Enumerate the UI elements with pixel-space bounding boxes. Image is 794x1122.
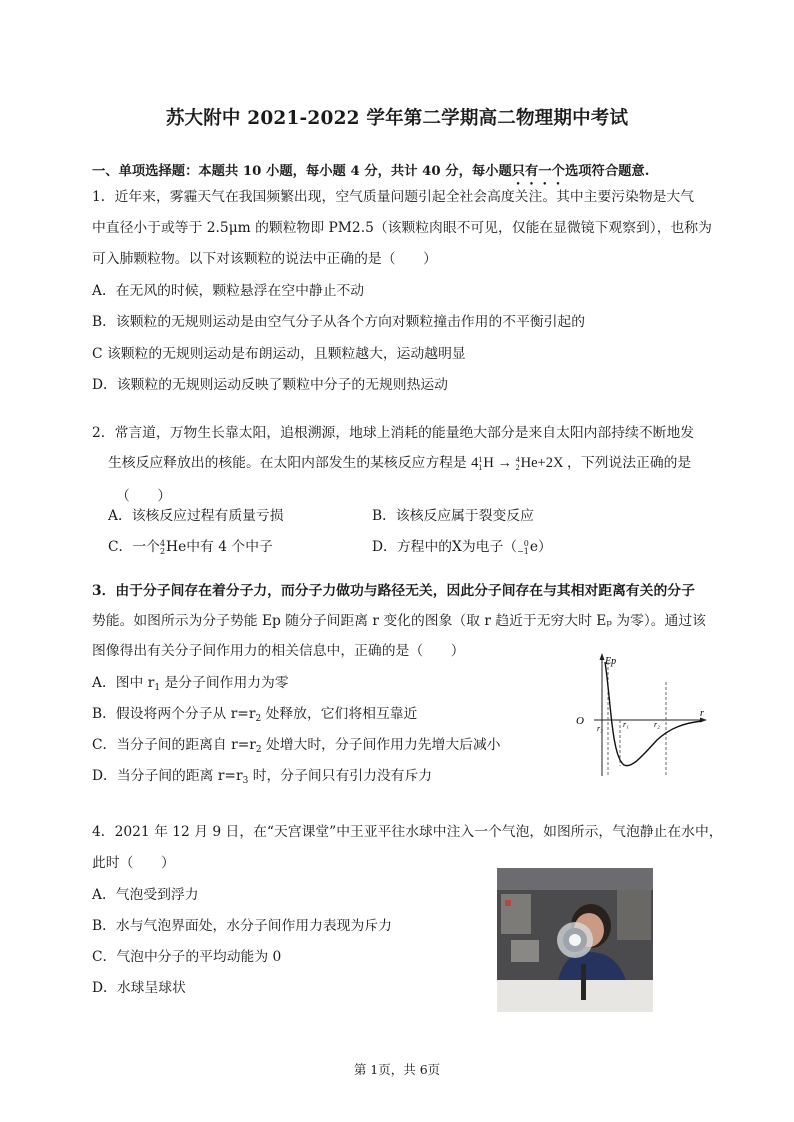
q4-option-d: D．水球呈球状 <box>92 980 186 996</box>
q4-stem-line-1: 4．2021 年 12 月 9 日，在“天宫课堂”中王亚平往水球中注入一个气泡，如图所示，气泡静止在水中， <box>92 824 723 840</box>
q4-option-b: B．水与气泡界面处，水分子间作用力表现为斥力 <box>92 918 392 934</box>
q4-option-a: A．气泡受到浮力 <box>92 887 199 903</box>
q3-option-d <box>92 767 432 790</box>
exam-title: 苏大附中 2021-2022 学年第二学期高二物理期中考试 <box>165 108 629 129</box>
q2-option-d-symbol: e <box>529 539 539 555</box>
section-heading-prefix: 一、单项选择题：本题共 10 小题，每小题 4 分，共计 40 分，每小题 <box>92 164 512 179</box>
q3-option-b-prefix: B．假设将两个分子从 r=r <box>92 706 256 722</box>
q3-option-c-suffix: 处增大时，分子间作用力先增大后减小 <box>261 737 501 753</box>
helium-mass-number: 4 <box>515 454 520 464</box>
q2-stem-line-2-suffix: ，下列说法正确的是 <box>567 455 692 471</box>
q3-option-c-subscript: 2 <box>255 745 262 755</box>
q3-option-a-prefix: A．图中 r <box>92 675 155 691</box>
photo-side-equipment <box>511 940 539 962</box>
hydrogen-mass-number: 1 <box>478 454 483 464</box>
section-heading-emphasis: 只有一个 <box>511 164 565 179</box>
q2-option-b: B．该核反应属于裂变反应 <box>372 508 534 524</box>
photo-pen <box>581 964 586 1000</box>
photo-foreground-panel <box>497 980 653 1012</box>
q2-stem-line-3: （ ） <box>116 488 172 504</box>
helium-symbol: He <box>520 455 538 471</box>
q3-option-a-suffix: 是分子间作用力为零 <box>160 675 289 691</box>
q1-stem-line-3: 可入肺颗粒物。以下对该颗粒的说法中正确的是（ ） <box>92 251 437 267</box>
origin-label: O <box>576 715 584 727</box>
q3-stem-line-3: 图像得出有关分子间作用力的相关信息中，正确的是（ ） <box>92 643 465 659</box>
q2-option-d-nuclide-numbers <box>517 540 529 556</box>
q3-option-c-prefix: C．当分子间的距离自 r=r <box>92 737 256 753</box>
q2-option-c-atomic-number: 2 <box>159 546 166 556</box>
q2-stem-line-2-text: 生核反应释放出的核能。在太阳内部发生的某核反应方程是 <box>108 455 467 471</box>
q1-option-d: D．该颗粒的无规则运动反映了颗粒中分子的无规则热运动 <box>92 377 448 393</box>
q2-option-c-symbol: He <box>166 539 187 555</box>
q1-option-a: A．在无风的时候，颗粒悬浮在空中静止不动 <box>92 283 365 299</box>
air-bubble <box>569 934 581 946</box>
equation-coefficient: 4 <box>471 455 479 471</box>
reaction-arrow: → <box>497 455 512 471</box>
q3-option-a <box>92 674 289 697</box>
section-heading-suffix: 选项符合题意. <box>564 164 650 179</box>
q4-option-c: C．气泡中分子的平均动能为 0 <box>92 949 282 965</box>
q2-option-d-charge-number: −1 <box>517 546 529 556</box>
page-footer: 第 1页，共 6页 <box>353 1062 441 1077</box>
r2-label: r₂ <box>654 720 660 729</box>
q2-option-c-prefix: C．一个 <box>108 539 160 555</box>
q2-option-c-suffix: 中有 4 个中子 <box>186 539 273 555</box>
r3-label: r₃ <box>597 724 603 733</box>
q2-stem-line-2 <box>108 454 691 472</box>
hydrogen-nuclide-numbers <box>478 456 482 472</box>
photo-ceiling <box>497 868 653 890</box>
section-heading <box>92 160 649 188</box>
q2-stem-line-1: 2．常言道，万物生长靠太阳，追根溯源，地球上消耗的能量绝大部分是来自太阳内部持续不断地发 <box>92 425 695 441</box>
q2-option-c <box>108 538 273 556</box>
q4-stem-line-2: 此时（ ） <box>92 855 175 871</box>
q3-option-b-subscript: 2 <box>255 714 262 724</box>
q2-option-a: A．该核反应过程有质量亏损 <box>108 508 284 524</box>
hydrogen-atomic-number: 1 <box>478 462 483 472</box>
potential-energy-curve <box>605 662 702 766</box>
helium-atomic-number: 2 <box>515 462 520 472</box>
q2-option-c-nuclide-numbers <box>160 540 165 556</box>
x-axis-label: r <box>700 708 704 719</box>
q3-stem-line-2: 势能。如图所示为分子势能 Ep 随分子间距离 r 变化的图象（取 r 趋近于无穷大时 Eₚ 为零）。通过该 <box>92 613 706 629</box>
q2-option-d <box>372 538 552 556</box>
q3-option-d-suffix: 时，分子间只有引力没有斥力 <box>248 768 433 784</box>
q3-stem-line-1: 3．由于分子间存在着分子力，而分子力做功与路径无关，因此分子间存在与其相对距离有关的分子 <box>92 583 695 599</box>
q1-stem-line-1: 1．近年来，雾霾天气在我国频繁出现，空气质量问题引起全社会高度关注。其中主要污染物是大气 <box>92 189 695 205</box>
q2-option-d-mass-number: 0 <box>523 538 529 548</box>
q3-option-a-subscript: 1 <box>154 683 161 693</box>
helium-nuclide-numbers <box>516 456 520 472</box>
q3-option-c <box>92 736 501 759</box>
equation-tail: +2X <box>537 455 564 471</box>
q1-option-c: C 该颗粒的无规则运动是布朗运动，且颗粒越大，运动越明显 <box>92 346 466 362</box>
nuclear-equation <box>471 455 567 471</box>
q3-option-d-prefix: D．当分子间的距离 r=r <box>92 768 243 784</box>
y-axis-label: Ep <box>605 656 617 667</box>
r1-label: r₁ <box>623 720 629 729</box>
potential-energy-graph <box>572 648 712 784</box>
q1-option-b: B．该颗粒的无规则运动是由空气分子从各个方向对颗粒撞击作用的不平衡引起的 <box>92 314 586 330</box>
y-axis-arrow-icon <box>600 653 605 660</box>
hydrogen-symbol: H <box>483 455 494 471</box>
q3-option-b-suffix: 处释放，它们将相互靠近 <box>261 706 418 722</box>
q3-option-b <box>92 705 417 728</box>
q3-option-d-subscript: 3 <box>242 776 249 786</box>
photo-right-panel <box>617 890 651 940</box>
q2-option-d-prefix: D．方程中的X为电子（ <box>372 539 518 555</box>
q2-option-d-suffix: ） <box>538 539 552 555</box>
q2-option-c-mass-number: 4 <box>159 538 166 548</box>
photo-red-marker <box>505 900 511 906</box>
q1-stem-line-2: 中直径小于或等于 2.5μm 的颗粒物即 PM2.5（该颗粒肉眼不可见，仅能在显微镜下观察到），也称为 <box>92 220 712 236</box>
water-ball-photo <box>497 868 653 1012</box>
